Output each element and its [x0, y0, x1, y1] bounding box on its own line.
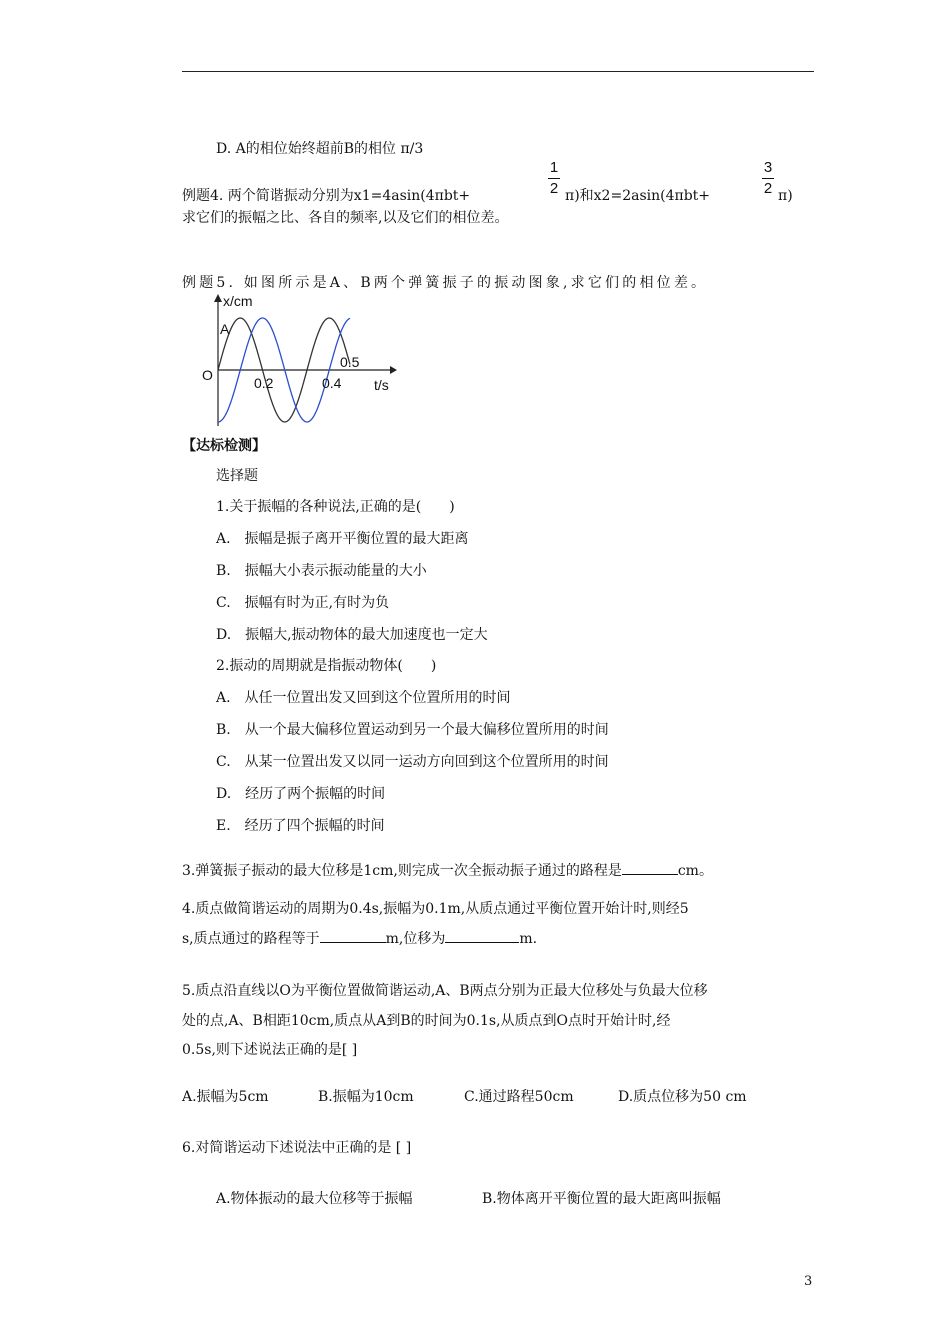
q1-option-b: B. 振幅大小表示振动能量的大小	[216, 563, 427, 579]
q3-text-after: cm。	[677, 863, 713, 879]
fraction-bar	[548, 178, 560, 179]
section-header: 【达标检测】	[182, 438, 266, 454]
subheader: 选择题	[216, 468, 258, 484]
q5-line1: 5.质点沿直线以O为平衡位置做简谐运动,A、B两点分别为正最大位移处与负最大位移	[182, 983, 708, 999]
tick-label-0.5: 0.5	[340, 354, 360, 370]
q2-option-d: D. 经历了两个振幅的时间	[216, 786, 386, 802]
example-5-text: 例题5. 如图所示是A、B两个弹簧振子的振动图象,求它们的相位差。	[182, 275, 709, 291]
page-number: 3	[804, 1274, 813, 1289]
y-axis-arrow-icon	[214, 294, 222, 302]
q4-text-c: m.	[519, 931, 538, 947]
fraction-bar	[762, 178, 774, 179]
q3-answer-blank[interactable]	[622, 860, 678, 875]
q1-stem: 1.关于振幅的各种说法,正确的是( )	[216, 499, 455, 515]
q2-option-a: A. 从任一位置出发又回到这个位置所用的时间	[216, 690, 511, 706]
x-axis-arrow-icon	[390, 366, 397, 374]
y-axis-label: x/cm	[223, 293, 253, 309]
q4-text-a: s,质点通过的路程等于	[182, 931, 320, 947]
q4-line1: 4.质点做简谐运动的周期为0.4s,振幅为0.1m,从质点通过平衡位置开始计时,则经5	[182, 901, 689, 917]
fraction-denominator: 2	[549, 180, 559, 197]
fraction-one-half	[546, 160, 562, 197]
q1-option-c: C. 振幅有时为正,有时为负	[216, 595, 390, 611]
example-4-line1-part1: 例题4. 两个简谐振动分别为x1=4asin(4πbt+	[182, 188, 471, 204]
q3-text-before: 3.弹簧振子振动的最大位移是1cm,则完成一次全振动振子通过的路程是	[182, 863, 622, 879]
fraction-three-halves	[760, 160, 776, 197]
q2-option-c: C. 从某一位置出发又以同一运动方向回到这个位置所用的时间	[216, 754, 609, 770]
q4-line2	[182, 928, 537, 949]
q4-text-b: m,位移为	[385, 931, 446, 947]
q6-option-b: B.物体离开平衡位置的最大距离叫振幅	[482, 1191, 721, 1207]
q5-line3: 0.5s,则下述说法正确的是[ ]	[182, 1042, 358, 1058]
q5-option-d: D.质点位移为50 cm	[618, 1089, 747, 1105]
q2-option-e: E. 经历了四个振幅的时间	[216, 818, 385, 834]
q6-option-a: A.物体振动的最大位移等于振幅	[216, 1191, 413, 1207]
q2-option-b: B. 从一个最大偏移位置运动到另一个最大偏移位置所用的时间	[216, 722, 609, 738]
q5-option-a: A.振幅为5cm	[182, 1089, 269, 1105]
q5-option-b: B.振幅为10cm	[318, 1089, 414, 1105]
vibration-graph	[198, 290, 398, 430]
example-4-line1-part2: π)和x2=2asin(4πbt+	[565, 188, 711, 204]
origin-label: O	[202, 367, 213, 383]
tick-label-0.2: 0.2	[254, 375, 274, 391]
q5-line2: 处的点,A、B相距10cm,质点从A到B的时间为0.1s,从质点到O点时开始计时,经	[182, 1013, 671, 1029]
q4-path-blank[interactable]	[320, 928, 386, 943]
example-4-line1-part3: π)	[778, 188, 793, 204]
q5-option-c: C.通过路程50cm	[464, 1089, 574, 1105]
example-4-line2: 求它们的振幅之比、各自的频率,以及它们的相位差。	[182, 210, 509, 226]
fraction-denominator: 2	[763, 180, 773, 197]
tick-label-0.4: 0.4	[322, 375, 342, 391]
x-axis-label: t/s	[374, 377, 389, 393]
fraction-numerator: 3	[763, 159, 773, 176]
q4-displacement-blank[interactable]	[445, 928, 519, 943]
q6-stem: 6.对简谐运动下述说法中正确的是 [ ]	[182, 1140, 412, 1156]
q1-option-a: A. 振幅是振子离开平衡位置的最大距离	[216, 531, 469, 547]
q1-option-d: D. 振幅大,振动物体的最大加速度也一定大	[216, 627, 488, 643]
header-rule	[182, 71, 814, 72]
q2-stem: 2.振动的周期就是指振动物体( )	[216, 658, 437, 674]
q3-line	[182, 860, 713, 881]
fraction-numerator: 1	[549, 159, 559, 176]
amplitude-label: A	[220, 321, 230, 337]
option-d-line: D. A的相位始终超前B的相位 π/3	[216, 141, 424, 157]
